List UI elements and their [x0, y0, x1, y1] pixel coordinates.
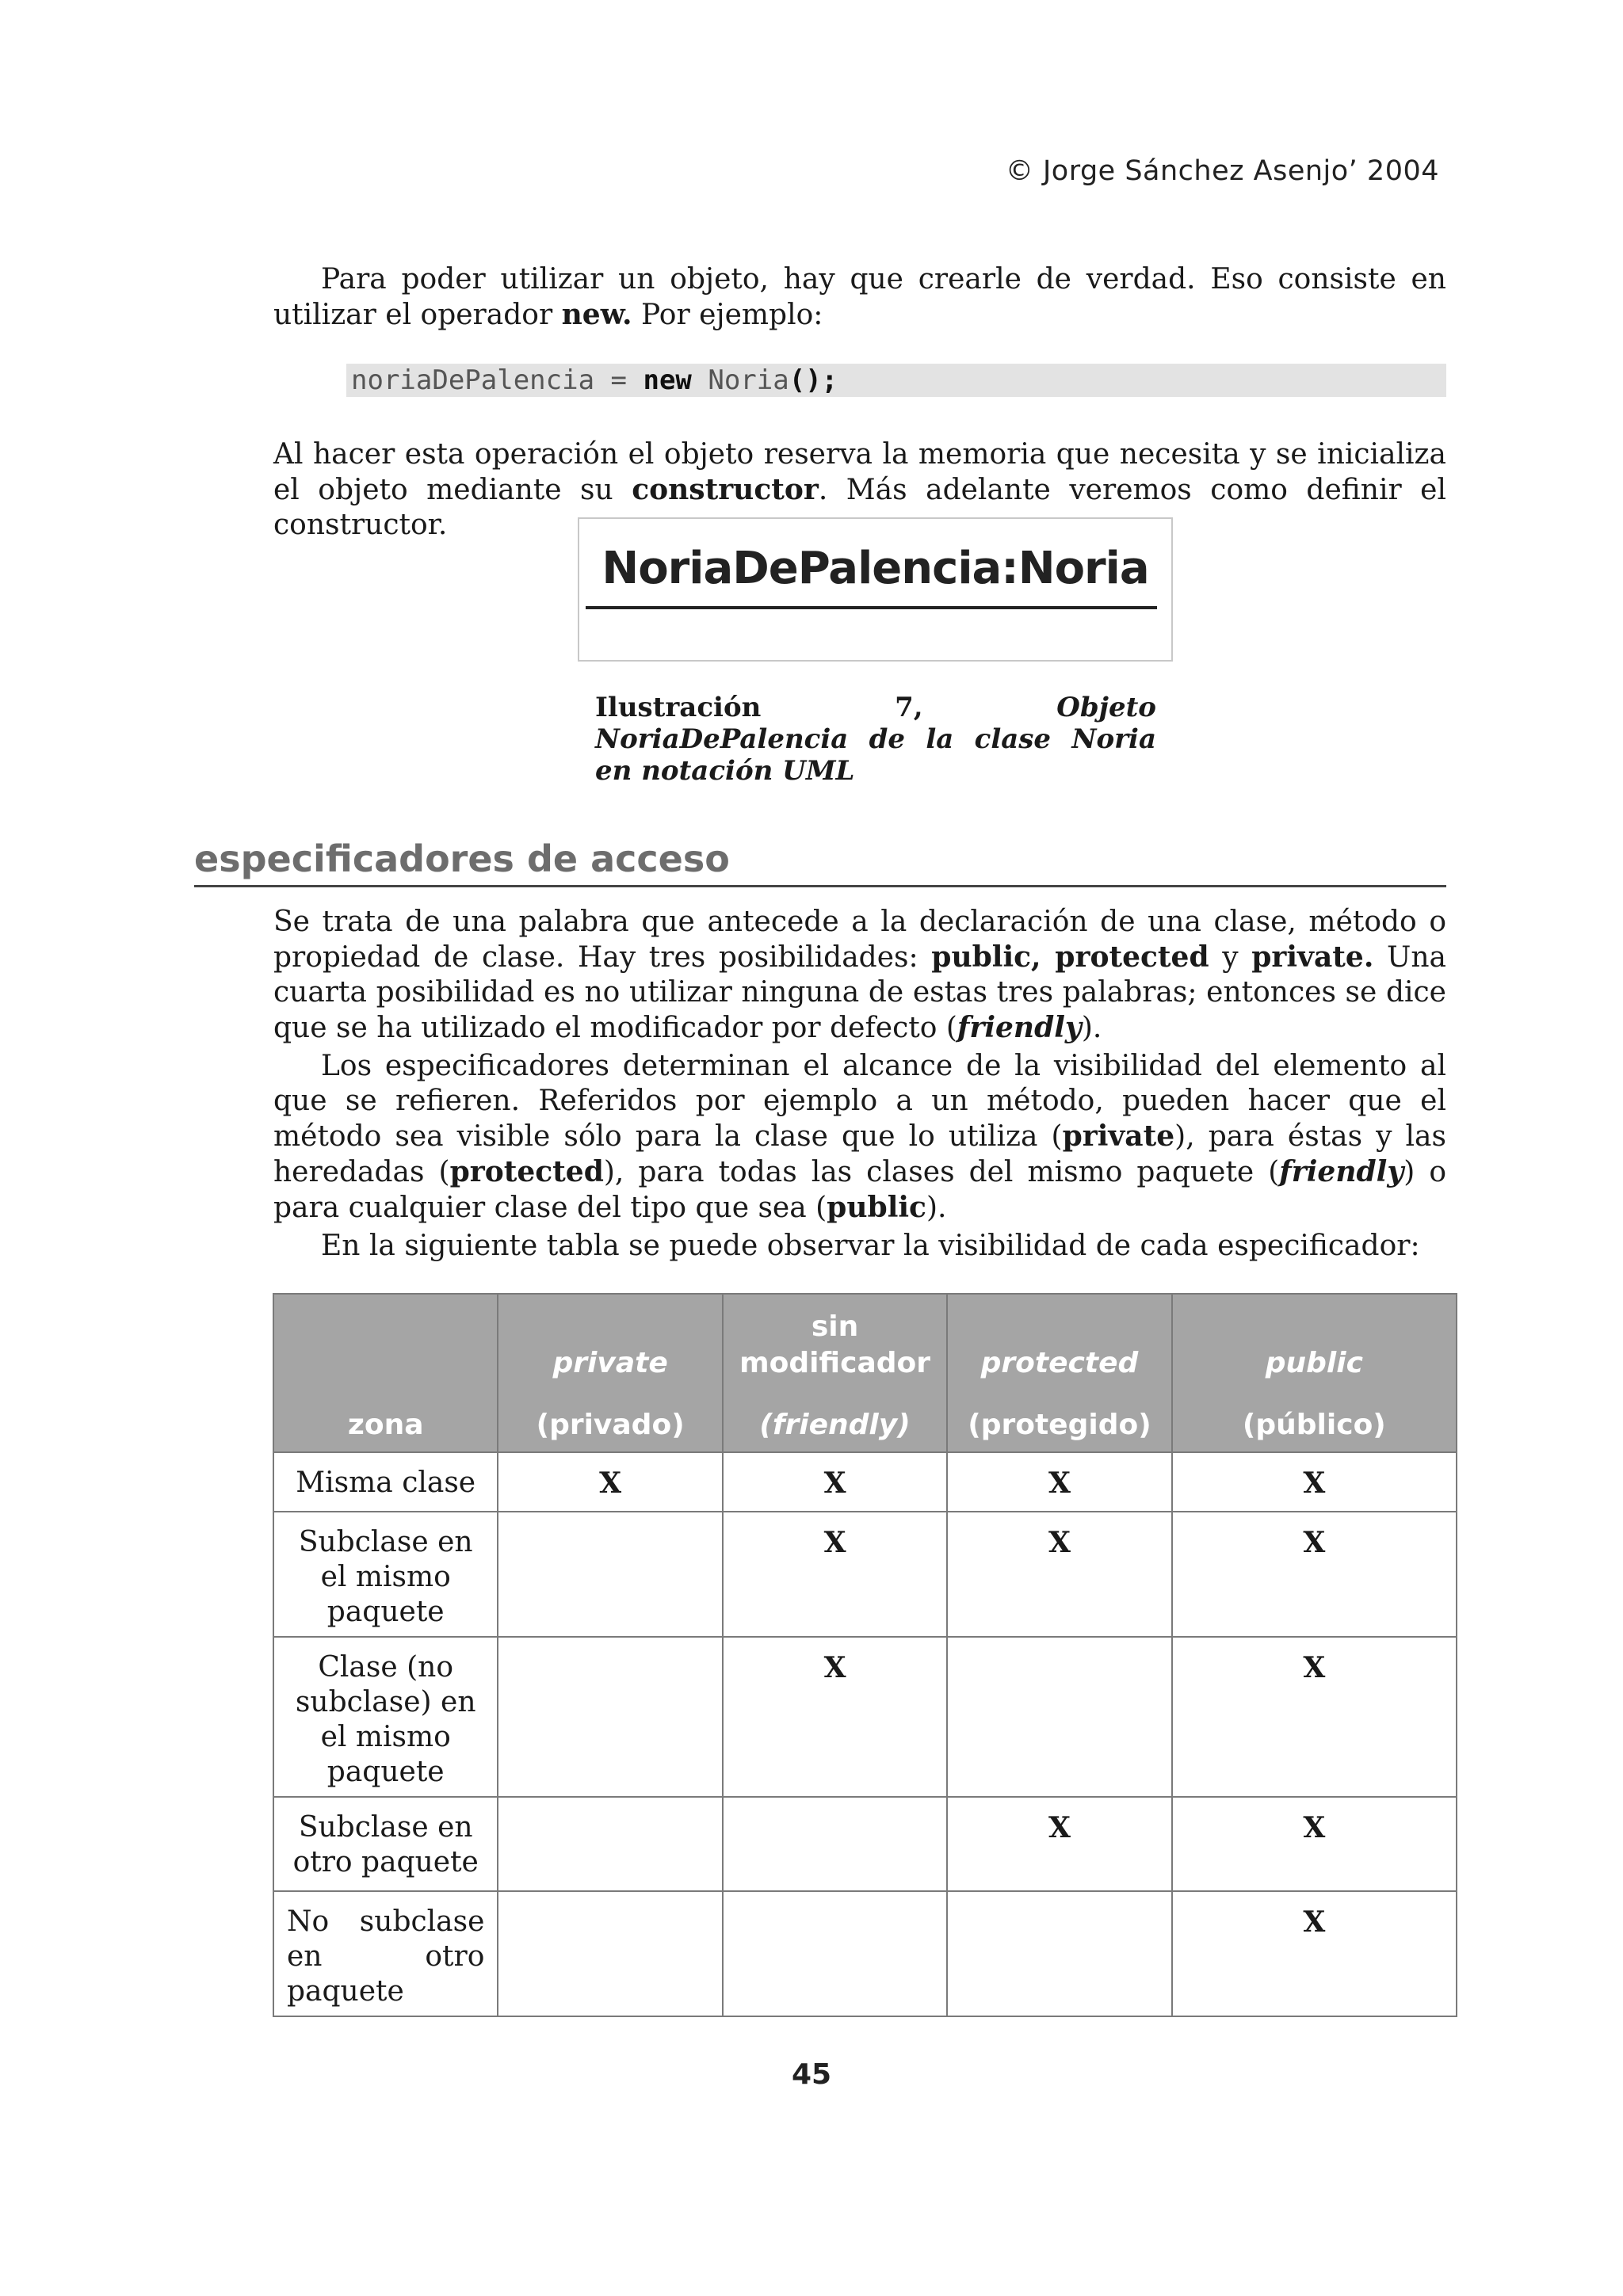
header-friendly-translation: (friendly) — [759, 1409, 911, 1441]
p1-text-e: Una cuarta posibilidad es no utilizar ninguna de estas tres palabras; entonces se dice que se ha utilizado el modificador por defecto ( — [273, 941, 1446, 1044]
header-private — [498, 1294, 722, 1452]
p2-text-e: ), para todas las clases del mismo paquete ( — [603, 1156, 1280, 1188]
table-row — [273, 1637, 1457, 1797]
cell-private — [498, 1512, 722, 1637]
intro-paragraph — [273, 262, 1446, 333]
code-example — [346, 364, 1446, 397]
section-divider — [194, 885, 1446, 887]
cell-public: X — [1172, 1452, 1457, 1512]
cell-private — [498, 1891, 722, 2016]
row-zona: Misma clase — [273, 1452, 498, 1512]
header-public — [1172, 1294, 1457, 1452]
p1-keyword-friendly: friendly — [957, 1011, 1082, 1044]
p1-text-c: y — [1209, 941, 1252, 974]
p2-keyword-private: private — [1062, 1119, 1175, 1153]
header-private-label: private — [552, 1347, 668, 1379]
cell-private — [498, 1637, 722, 1797]
caption-number: Ilustración 7, — [595, 692, 1057, 723]
header-sin-modificador — [723, 1294, 947, 1452]
cell-private — [498, 1797, 722, 1891]
constructor-text: Al hacer esta operación el objeto reserva la memoria que necesita y se inicializa el objeto mediante su — [273, 438, 1446, 506]
code-keyword: new — [643, 364, 692, 396]
cell-protected: X — [947, 1452, 1171, 1512]
cell-friendly — [723, 1797, 947, 1891]
header-zona — [273, 1294, 498, 1452]
header-sin-modificador-label: sin modificador — [739, 1310, 931, 1379]
cell-public: X — [1172, 1637, 1457, 1797]
table-row — [273, 1452, 1457, 1512]
row-zona: Subclase en el mismo paquete — [273, 1512, 498, 1637]
table-row — [273, 1512, 1457, 1637]
row-zona: Clase (no subclase) en el mismo paquete — [273, 1637, 498, 1797]
cell-public: X — [1172, 1797, 1457, 1891]
cell-protected — [947, 1891, 1171, 2016]
uml-object-diagram — [578, 517, 1173, 662]
specifiers-paragraph-1 — [273, 905, 1446, 1046]
cell-friendly: X — [723, 1637, 947, 1797]
p2-text-i: ). — [926, 1192, 947, 1224]
intro-keyword: new. — [561, 298, 632, 331]
intro-text-end: Por ejemplo: — [632, 299, 823, 331]
table-header-row — [273, 1294, 1457, 1452]
header-protected — [947, 1294, 1171, 1452]
row-zona: Subclase en otro paquete — [273, 1797, 498, 1891]
cell-friendly — [723, 1891, 947, 2016]
cell-protected: X — [947, 1797, 1171, 1891]
cell-friendly: X — [723, 1452, 947, 1512]
cell-protected — [947, 1637, 1171, 1797]
cell-protected: X — [947, 1512, 1171, 1637]
header-protected-translation: (protegido) — [968, 1409, 1151, 1441]
cell-private: X — [498, 1452, 722, 1512]
p2-keyword-friendly: friendly — [1279, 1155, 1404, 1188]
p2-text-g: ) o para cualquier clase del tipo que sea ( — [273, 1156, 1446, 1224]
cell-public: X — [1172, 1512, 1457, 1637]
p1-text-g: ). — [1081, 1012, 1102, 1044]
specifiers-paragraph-2 — [273, 1049, 1446, 1226]
p1-keywords: public, protected — [931, 940, 1209, 974]
table-row — [273, 1891, 1457, 2016]
code-class: Noria — [691, 364, 789, 396]
header-zona-label: zona — [347, 1409, 424, 1441]
constructor-keyword: constructor — [632, 473, 819, 506]
intro-text: Para poder utilizar un objeto, hay que crearle de verdad. Eso consiste en utilizar el operador — [273, 263, 1446, 331]
header-public-label: public — [1265, 1347, 1363, 1379]
cell-friendly: X — [723, 1512, 947, 1637]
caption-text: Objeto NoriaDePalencia de la clase Noria en notación UML — [595, 692, 1156, 787]
p2-keyword-protected: protected — [449, 1155, 604, 1188]
p2-text-c: ), para éstas y las heredadas ( — [273, 1120, 1446, 1188]
specifiers-paragraph-3: En la siguiente tabla se puede observar la visibilidad de cada especificador: — [321, 1230, 1420, 1262]
uml-object-label: NoriaDePalencia:Noria — [601, 543, 1149, 594]
header-private-translation: (privado) — [536, 1409, 685, 1441]
copyright-header: © Jorge Sánchez Asenjo’ 2004 — [1005, 155, 1439, 187]
code-parens: (); — [789, 364, 838, 396]
figure-caption — [595, 692, 1156, 787]
page-number: 45 — [791, 2058, 832, 2091]
uml-underline — [586, 606, 1157, 609]
cell-public: X — [1172, 1891, 1457, 2016]
header-protected-label: protected — [980, 1347, 1139, 1379]
p2-text-a: Los especificadores determinan el alcance de la visibilidad del elemento al que se refieren. Referidos por ejemplo a un método, pueden hacer que el método sea visible sólo para la clase que lo utiliza ( — [273, 1050, 1446, 1153]
section-title: especificadores de acceso — [194, 837, 730, 880]
visibility-table — [273, 1293, 1457, 2017]
p2-keyword-public: public — [827, 1191, 926, 1224]
p1-keyword-private: private. — [1251, 940, 1374, 974]
constructor-text-end: . Más adelante veremos como definir el constructor. — [273, 474, 1446, 541]
header-public-translation: (público) — [1242, 1409, 1386, 1441]
code-variable: noriaDePalencia = — [351, 364, 643, 396]
row-zona: No subclase en otro paquete — [273, 1891, 498, 2016]
table-row — [273, 1797, 1457, 1891]
p1-text-a: Se trata de una palabra que antecede a la declaración de una clase, método o propiedad de clase. Hay tres posibilidades: — [273, 906, 1446, 974]
